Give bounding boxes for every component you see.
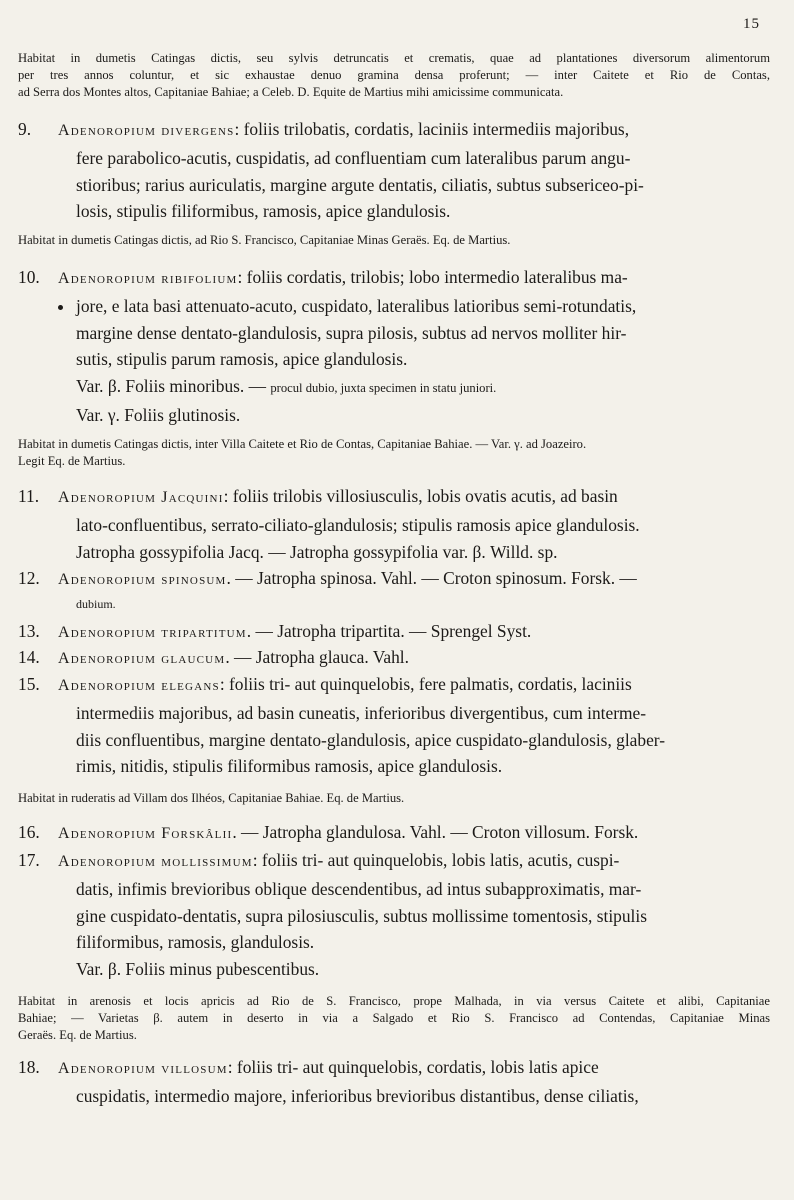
species-name: Adenoropium tripartitum [58, 624, 247, 641]
species-entry-16 [18, 819, 763, 848]
species-entry-9 [18, 116, 763, 225]
species-entry-13 [18, 618, 763, 647]
habitat-line: Habitat in dumetis Catingas dictis, seu sylvis detruncatis et crematis, quae ad plantationes diversorum alimentorum [18, 51, 770, 65]
species-name: Adenoropium villosum [58, 1060, 228, 1077]
entry-number: 10. [18, 267, 40, 287]
species-entry-17 [18, 847, 763, 983]
species-entry-15 [18, 671, 763, 780]
entry-line: . — Jatropha spinosa. Vahl. — Croton spinosum. Forsk. — [226, 568, 637, 588]
entry-line: fere parabolico-acutis, cuspidatis, ad confluentiam cum lateralibus parum angu- [76, 147, 631, 168]
entry-line: margine dense dentato-glandulosis, supra pilosis, subtus ad nervos molliter hir- [76, 322, 627, 343]
entry-number: 12. [18, 568, 40, 588]
species-name: Adenoropium elegans [58, 677, 220, 694]
entry-number: 15. [18, 674, 40, 694]
entry-line: datis, infimis brevioribus oblique descendentibus, ad intus subapproximatis, mar- [76, 878, 642, 899]
entry-line: rimis, nitidis, stipulis filiformibus ramosis, apice glandulosis. [76, 756, 503, 777]
entry-line: : foliis tri- aut quinquelobis, cordatis, lobis latis apice [227, 1057, 599, 1077]
habitat-note-4 [18, 790, 770, 807]
entry-line: Jatropha gossypifolia Jacq. — Jatropha gossypifolia var. β. Willd. sp. [76, 541, 558, 562]
entry-number: 14. [18, 647, 40, 667]
entry-line: : foliis trilobis villosiusculis, lobis ovatis acutis, ad basin [223, 486, 618, 506]
habitat-line: Bahiae; — Varietas β. autem in deserto in via a Salgado et Rio S. Francisco ad Contendas, Capitaniae Minas [18, 1011, 770, 1025]
variety-note: procul dubio, juxta specimen in statu juniori. [270, 381, 497, 396]
entry-line: losis, stipulis filiformibus, ramosis, apice glandulosis. [76, 201, 451, 222]
habitat-note-5 [18, 993, 770, 1044]
habitat-line: Legit Eq. de Martius. [18, 454, 126, 468]
species-entry-10 [18, 264, 763, 429]
entry-number: 17. [18, 850, 40, 870]
entry-number: 18. [18, 1057, 40, 1077]
entry-number: 9. [18, 119, 32, 139]
species-name: Adenoropium ribifolium [58, 270, 238, 287]
habitat-note-3 [18, 436, 770, 470]
entry-line: diis confluentibus, margine dentato-glandulosis, apice cuspidato-glandulosis, glaber- [76, 729, 666, 750]
habitat-line: Habitat in ruderatis ad Villam dos Ilhéos, Capitaniae Bahiae. Eq. de Martius. [18, 791, 405, 805]
entry-line: . — Jatropha tripartita. — Sprengel Syst. [246, 621, 532, 641]
entry-line: gine cuspidato-dentatis, supra pilosiusculis, subtus mollissime tomentosis, stipulis [76, 905, 647, 926]
species-entry-14 [18, 644, 763, 673]
habitat-note-2 [18, 232, 770, 249]
species-entry-11 [18, 483, 763, 565]
species-entry-18 [18, 1054, 763, 1110]
entry-line: . — Jatropha glandulosa. Vahl. — Croton villosum. Forsk. [232, 822, 639, 842]
entry-line: . — Jatropha glauca. Vahl. [225, 647, 409, 667]
species-name: Adenoropium spinosum [58, 571, 227, 588]
habitat-line: Geraës. Eq. de Martius. [18, 1028, 137, 1042]
habitat-note-1 [18, 50, 770, 101]
page-number: 15 [743, 16, 760, 32]
habitat-line: Habitat in arenosis et locis apricis ad Rio de S. Francisco, prope Malhada, in via versus Caitete et alibi, Capitaniae [18, 994, 770, 1008]
entry-number: 16. [18, 822, 40, 842]
entry-number: 13. [18, 621, 40, 641]
variety-line: Var. β. Foliis minoribus. — [76, 376, 267, 397]
species-entry-12 [18, 565, 763, 614]
habitat-line: ad Serra dos Montes altos, Capitaniae Bahiae; a Celeb. D. Equite de Martius mihi amicissime communicata. [18, 85, 564, 99]
habitat-line: Habitat in dumetis Catingas dictis, inter Villa Caitete et Rio de Contas, Capitaniae Bahiae. — Var. γ. ad Joazeiro. [18, 437, 587, 451]
entry-line: : foliis cordatis, trilobis; lobo intermedio lateralibus ma- [237, 267, 628, 287]
entry-line: sutis, stipulis parum ramosis, apice glandulosis. [76, 349, 408, 370]
entry-line: filiformibus, ramosis, glandulosis. [76, 932, 315, 953]
species-name: Adenoropium divergens [58, 122, 235, 139]
entry-line: : foliis tri- aut quinquelobis, lobis latis, acutis, cuspi- [252, 850, 620, 870]
ink-dot [58, 305, 63, 310]
entry-line: : foliis trilobatis, cordatis, laciniis intermediis majoribus, [234, 119, 630, 139]
entry-line: : foliis tri- aut quinquelobis, fere palmatis, cordatis, laciniis [219, 674, 632, 694]
species-name: Adenoropium mollissimum [58, 853, 253, 870]
entry-line: intermediis majoribus, ad basin cuneatis, inferioribus divergentibus, cum interme- [76, 702, 647, 723]
habitat-line: Habitat in dumetis Catingas dictis, ad Rio S. Francisco, Capitaniae Minas Geraës. Eq. de Martius. [18, 233, 511, 247]
habitat-line: per tres annos coluntur, et sic exhaustae denuo gramina densa proferunt; — inter Caitete et Rio de Contas, [18, 68, 770, 82]
entry-line: jore, e lata basi attenuato-acuto, cuspidato, lateralibus latioribus semi-rotundatis, [76, 295, 637, 316]
entry-number: 11. [18, 486, 40, 506]
entry-line-wrap [18, 293, 763, 320]
dubium-note: dubium. [76, 596, 116, 611]
species-name: Adenoropium Forskâlii [58, 825, 233, 842]
species-name: Adenoropium glaucum [58, 650, 226, 667]
entry-line: lato-confluentibus, serrato-ciliato-glandulosis; stipulis ramosis apice glandulosis. [76, 514, 640, 535]
variety-line: Var. β. Foliis minus pubescentibus. [76, 959, 320, 980]
entry-line: stioribus; rarius auriculatis, margine argute dentatis, ciliatis, subtus subsericeo-pi- [76, 174, 644, 195]
entry-line: cuspidatis, intermedio majore, inferioribus brevioribus distantibus, dense ciliatis, [76, 1085, 639, 1106]
species-name: Adenoropium Jacquini [58, 489, 224, 506]
variety-line: Var. γ. Foliis glutinosis. [76, 404, 241, 425]
